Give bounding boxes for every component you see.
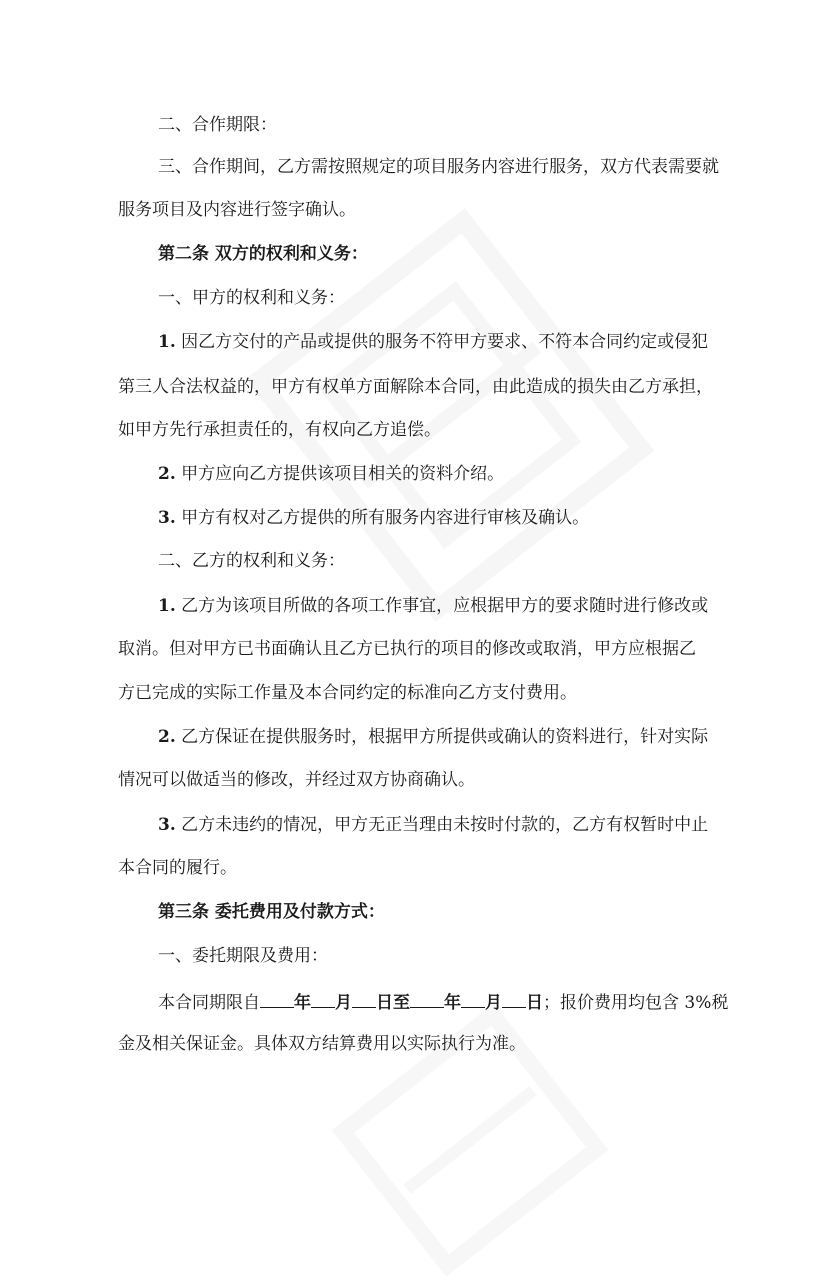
section-term-heading: 二、合作期限： <box>158 115 277 135</box>
article-2-heading: 第二条 双方的权利和义务： <box>158 244 368 264</box>
blank-year-start[interactable] <box>260 990 294 1008</box>
item-text: 乙方保证在提供服务时，根据甲方所提供或确认的资料进行，针对实际 <box>181 727 709 747</box>
item-text: 乙方为该项目所做的各项工作事宜，应根据甲方的要求随时进行修改或 <box>181 596 709 616</box>
paragraph-line: 方已完成的实际工作量及本合同约定的标准向乙方支付费用。 <box>118 683 577 703</box>
blank-month-start[interactable] <box>311 990 335 1008</box>
term-day-label: 日至 <box>376 993 410 1013</box>
list-item <box>158 464 504 484</box>
list-item <box>158 815 708 835</box>
paragraph-line: 三、合作期间，乙方需按照规定的项目服务内容进行服务，双方代表需要就 <box>158 157 719 177</box>
blank-day-end[interactable] <box>502 990 526 1008</box>
paragraph-line: 如甲方先行承担责任的，有权向乙方追偿。 <box>118 420 441 440</box>
term-year-label: 年 <box>294 993 311 1013</box>
subsection-heading: 一、委托期限及费用： <box>158 946 328 966</box>
list-item <box>158 332 708 352</box>
list-item <box>158 727 708 747</box>
subsection-heading: 一、甲方的权利和义务： <box>158 288 345 308</box>
term-year-label: 年 <box>444 993 461 1013</box>
article-3-heading: 第三条 委托费用及付款方式： <box>158 902 385 922</box>
item-number: 1. <box>158 596 176 616</box>
contract-term-line <box>158 990 728 1013</box>
blank-day-start[interactable] <box>352 990 376 1008</box>
paragraph-line: 金及相关保证金。具体双方结算费用以实际执行为准。 <box>118 1034 526 1054</box>
list-item <box>158 508 589 528</box>
item-text: 甲方应向乙方提供该项目相关的资料介绍。 <box>181 464 505 484</box>
item-number: 3. <box>158 815 176 835</box>
paragraph-line: 取消。但对甲方已书面确认且乙方已执行的项目的修改或取消，甲方应根据乙 <box>118 639 696 659</box>
item-number: 2. <box>158 464 176 484</box>
item-text: 因乙方交付的产品或提供的服务不符甲方要求、不符本合同约定或侵犯 <box>181 332 709 352</box>
list-item <box>158 596 708 616</box>
item-number: 3. <box>158 508 176 528</box>
term-month-label: 月 <box>485 993 502 1013</box>
paragraph-line: 服务项目及内容进行签字确认。 <box>118 200 356 220</box>
term-prefix: 本合同期限自 <box>158 993 260 1013</box>
item-text: 乙方未违约的情况，甲方无正当理由未按时付款的，乙方有权暂时中止 <box>181 815 709 835</box>
subsection-heading: 二、乙方的权利和义务： <box>158 551 345 571</box>
term-day-label: 日 <box>526 993 543 1013</box>
item-number: 2. <box>158 727 176 747</box>
paragraph-line: 第三人合法权益的，甲方有权单方面解除本合同，由此造成的损失由乙方承担， <box>118 377 713 397</box>
paragraph-line: 本合同的履行。 <box>118 858 237 878</box>
item-number: 1. <box>158 332 176 352</box>
blank-year-end[interactable] <box>410 990 444 1008</box>
term-month-label: 月 <box>335 993 352 1013</box>
term-suffix: ；报价费用均包含 3%税 <box>543 993 729 1013</box>
paragraph-line: 情况可以做适当的修改，并经过双方协商确认。 <box>118 770 475 790</box>
item-text: 甲方有权对乙方提供的所有服务内容进行审核及确认。 <box>181 508 590 528</box>
blank-month-end[interactable] <box>461 990 485 1008</box>
